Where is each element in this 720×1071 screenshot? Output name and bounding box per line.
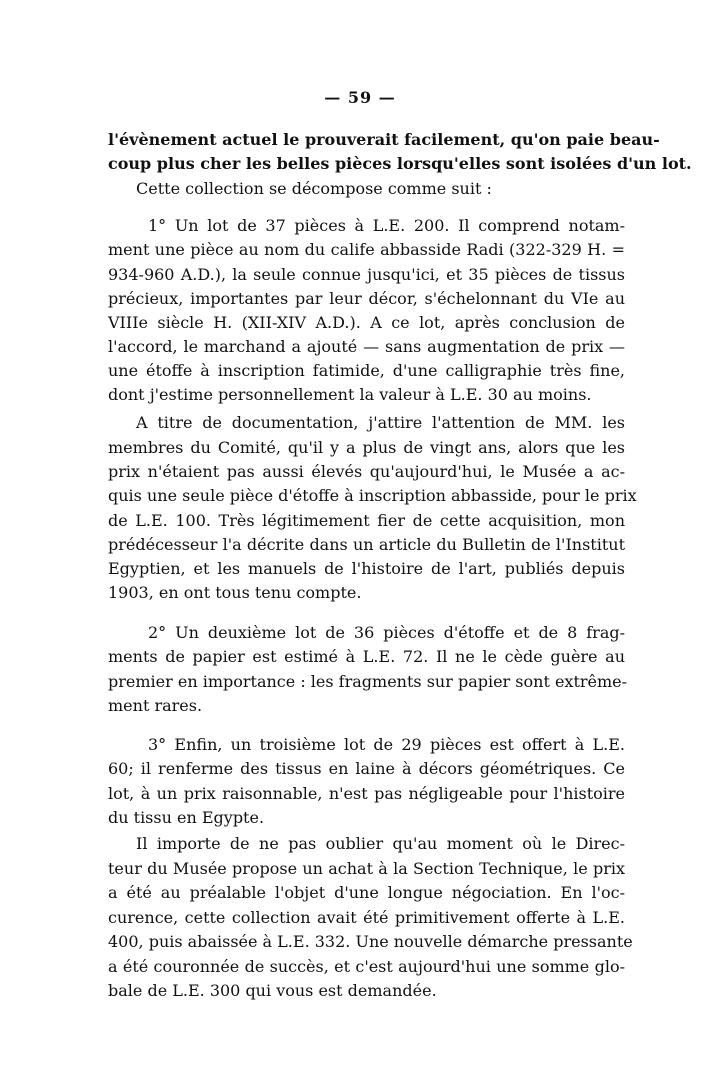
text-line: teur du Musée propose un achat à la Section Technique, le prix: [108, 859, 625, 878]
text-line: prédécesseur l'a décrite dans un article du Bulletin de l'Institut: [108, 535, 625, 554]
text-line: A titre de documentation, j'attire l'attention de MM. les: [136, 413, 625, 432]
text-line: précieux, importantes par leur décor, s'échelonnant du VIe au: [108, 289, 625, 308]
text-line: l'évènement actuel le prouverait facilement, qu'on paie beau-: [108, 130, 660, 149]
text-line: une étoffe à inscription fatimide, d'une calligraphie très fine,: [108, 361, 625, 380]
text-line: 1903, en ont tous tenu compte.: [108, 583, 362, 602]
text-line: premier en importance : les fragments sur papier sont extrême-: [108, 672, 628, 691]
text-line: de L.E. 100. Très légitimement fier de cette acquisition, mon: [108, 511, 625, 530]
text-line: ment une pièce au nom du calife abbasside Radi (322-329 H. =: [108, 240, 625, 259]
text-line: ment rares.: [108, 696, 203, 715]
text-line: du tissu en Egypte.: [108, 808, 265, 827]
text-line: lot, à un prix raisonnable, n'est pas négligeable pour l'histoire: [108, 784, 625, 803]
text-line: 400, puis abaissée à L.E. 332. Une nouvelle démarche pressante: [108, 932, 633, 951]
text-line: 2° Un deuxième lot de 36 pièces d'étoffe et de 8 frag-: [148, 623, 625, 642]
text-line: VIIIe siècle H. (XII-XIV A.D.). A ce lot, après conclusion de: [108, 313, 625, 332]
text-line: bale de L.E. 300 qui vous est demandée.: [108, 981, 437, 1000]
text-line: 60; il renferme des tissus en laine à décors géométriques. Ce: [108, 759, 625, 778]
text-line: a été couronnée de succès, et c'est aujourd'hui une somme glo-: [108, 957, 625, 976]
text-line: l'accord, le marchand a ajouté — sans augmentation de prix —: [108, 337, 625, 356]
text-line: Il importe de ne pas oublier qu'au moment où le Direc-: [136, 834, 625, 853]
text-line: coup plus cher les belles pièces lorsqu'elles sont isolées d'un lot.: [108, 154, 692, 173]
text-line: Cette collection se décompose comme suit :: [136, 179, 492, 198]
text-line: prix n'étaient pas aussi élevés qu'aujourd'hui, le Musée a ac-: [108, 462, 625, 481]
text-line: quis une seule pièce d'étoffe à inscription abbasside, pour le prix: [108, 486, 637, 505]
text-line: membres du Comité, qu'il y a plus de vingt ans, alors que les: [108, 438, 625, 457]
text-line: dont j'estime personnellement la valeur à L.E. 30 au moins.: [108, 385, 592, 404]
text-line: Egyptien, et les manuels de l'histoire de l'art, publiés depuis: [108, 559, 625, 578]
text-line: curence, cette collection avait été primitivement offerte à L.E.: [108, 908, 625, 927]
text-line: a été au préalable l'objet d'une longue négociation. En l'oc-: [108, 883, 625, 902]
text-line: ments de papier est estimé à L.E. 72. Il ne le cède guère au: [108, 647, 625, 666]
text-line: 1° Un lot de 37 pièces à L.E. 200. Il comprend notam-: [148, 216, 625, 235]
page-number: — 59 —: [324, 88, 396, 107]
text-line: 3° Enfin, un troisième lot de 29 pièces est offert à L.E.: [148, 735, 625, 754]
text-line: 934-960 A.D.), la seule connue jusqu'ici, et 35 pièces de tissus: [108, 265, 625, 284]
